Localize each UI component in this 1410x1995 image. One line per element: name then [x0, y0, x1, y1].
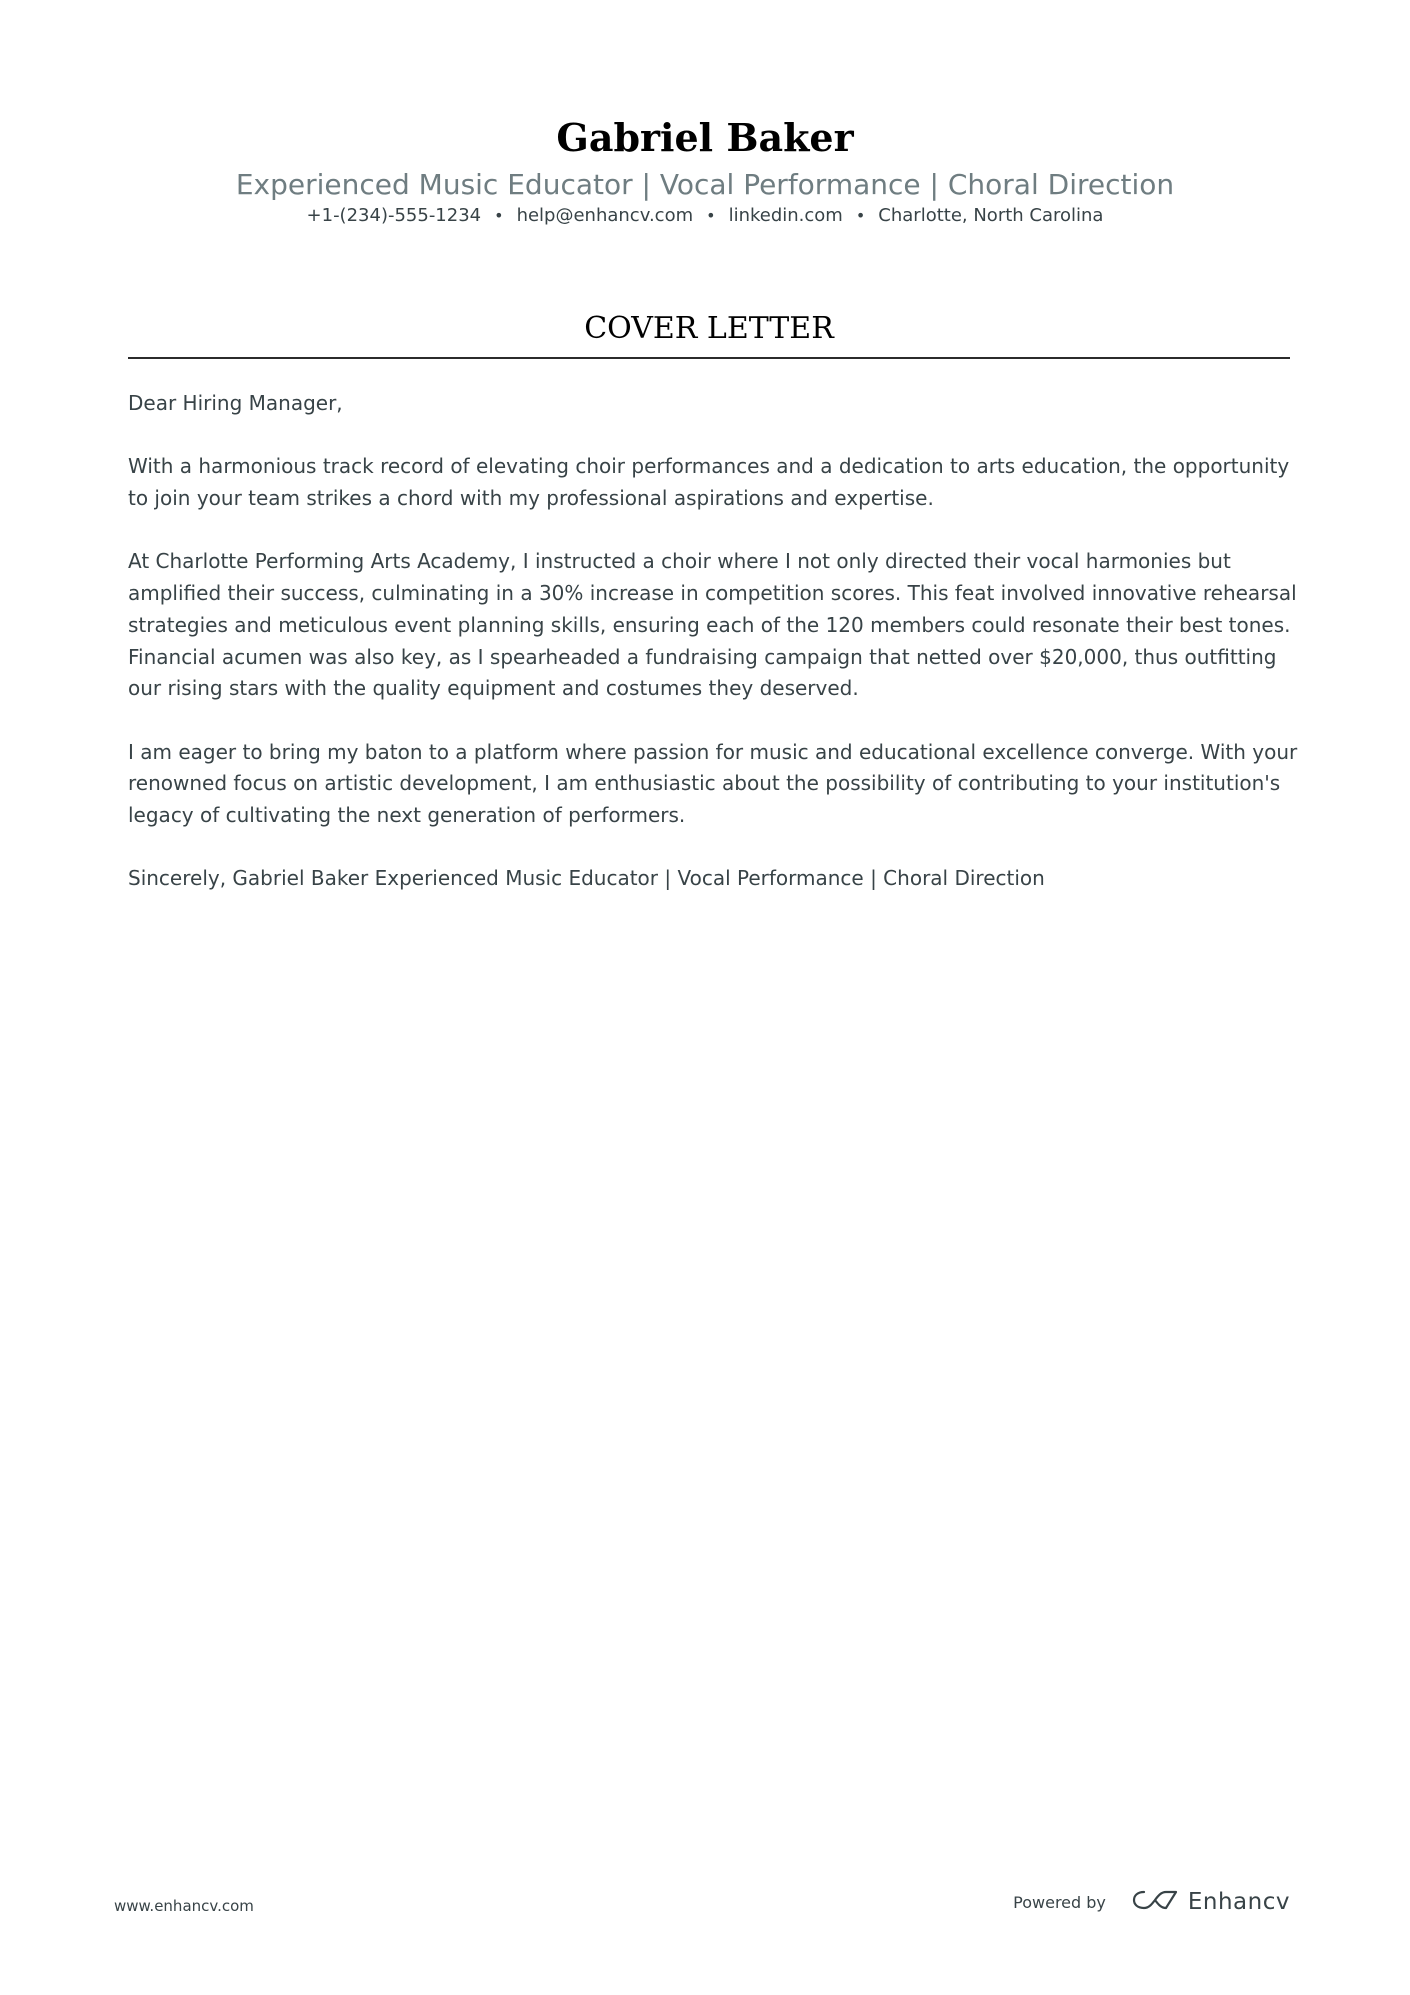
section-title: COVER LETTER [584, 311, 834, 346]
contact-linkedin[interactable]: linkedin.com [728, 205, 843, 226]
letter-paragraph: With a harmonious track record of elevating choir performances and a dedication to arts education, the opportunity to join your team strikes a chord with my professional aspirations and expertise. [128, 454, 1290, 511]
resume-header [0, 112, 1410, 228]
contact-phone: +1-(234)-555-1234 [306, 205, 482, 226]
contact-separator: • [855, 206, 866, 225]
enhancv-logo[interactable] [1132, 1888, 1290, 1916]
candidate-name: Gabriel Baker [556, 115, 854, 160]
letter-closing: Sincerely, Gabriel Baker Experienced Music Educator | Vocal Performance | Choral Direction [128, 866, 1045, 891]
candidate-headline: Experienced Music Educator | Vocal Performance | Choral Direction [235, 168, 1175, 201]
powered-by-label: Powered by [1013, 1892, 1106, 1912]
footer-website[interactable]: www.enhancv.com [114, 1897, 254, 1915]
contact-separator: • [706, 206, 716, 225]
section-divider [128, 357, 1290, 359]
contact-location: Charlotte, North Carolina [878, 205, 1104, 226]
letter-salutation: Dear Hiring Manager, [128, 391, 343, 415]
letter-paragraph: I am eager to bring my baton to a platform where passion for music and educational excellence converge. With your renowned focus on artistic development, I am enthusiastic about the possibility of contributing to your institution's legacy of cultivating the next generation of performers. [128, 739, 1298, 828]
contact-email[interactable]: help@enhancv.com [516, 205, 694, 226]
enhancv-logo-icon [1132, 1888, 1178, 1916]
contact-separator: • [494, 206, 504, 225]
letter-paragraph: At Charlotte Performing Arts Academy, I instructed a choir where I not only directed their vocal harmonies but amplified their success, culminating in a 30% increase in competition scores. This feat involved innovative rehearsal strategies and meticulous event planning skills, ensuring each of the 120 members could resonate their best tones. Financial acumen was also key, as I spearheaded a fundraising campaign that netted over $20,000, thus outfitting our rising stars with the quality equipment and costumes they deserved. [128, 549, 1297, 701]
footer-branding [1013, 1888, 1290, 1916]
letter-body [128, 388, 1298, 927]
contact-info [0, 204, 1410, 228]
enhancv-brand-text: Enhancv [1187, 1889, 1290, 1915]
